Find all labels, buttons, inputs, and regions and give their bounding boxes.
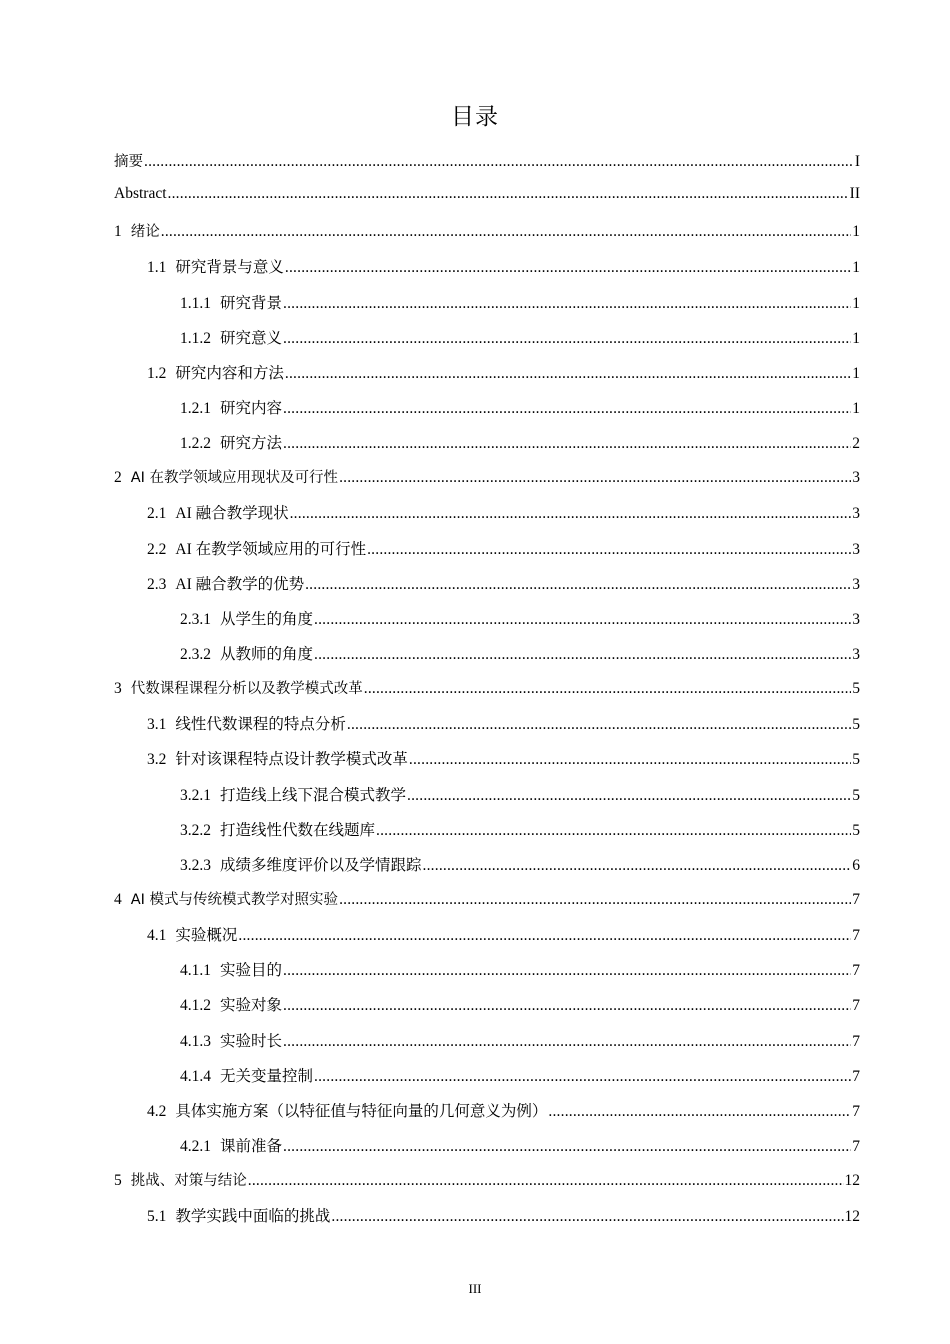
- toc-entry[interactable]: [0, 993, 950, 1028]
- toc-dot-leader: [347, 716, 851, 734]
- toc-dot-leader: [339, 891, 851, 909]
- toc-title: 目录: [451, 104, 499, 130]
- toc-entry-title: 绪论: [130, 224, 160, 241]
- toc-entry-number: 4.1.3: [180, 1032, 211, 1050]
- toc-entry[interactable]: [0, 255, 950, 290]
- toc-entry-title: 无关变量控制: [220, 1067, 314, 1085]
- toc-entry-number: 1.1: [147, 259, 167, 277]
- toc-dot-leader: [364, 680, 852, 698]
- toc-dot-leader: [367, 541, 851, 559]
- toc-entry-title: AI 融合教学的优势: [175, 575, 305, 593]
- toc-entry[interactable]: [0, 1169, 950, 1204]
- toc-dot-leader: [285, 259, 851, 277]
- toc-dot-leader: [409, 751, 851, 769]
- toc-entry-page: 1: [852, 259, 860, 277]
- toc-dot-leader: [285, 365, 851, 383]
- toc-entry[interactable]: [0, 361, 950, 396]
- toc-entry-number: 1.1.1: [180, 294, 211, 312]
- toc-entry[interactable]: [0, 677, 950, 712]
- toc-entry-number: 1.2.1: [180, 399, 211, 417]
- toc-entry[interactable]: [0, 431, 950, 466]
- toc-dot-leader: [305, 576, 851, 594]
- toc-entry-page: I: [854, 153, 860, 170]
- toc-entry-title: 研究背景与意义: [175, 259, 284, 277]
- toc-dot-leader: [144, 153, 854, 171]
- toc-entry-page: 3: [852, 645, 860, 663]
- toc-entry-title: 从学生的角度: [220, 610, 314, 628]
- toc-dot-leader: [339, 469, 851, 487]
- toc-entry-page: 1: [852, 294, 860, 312]
- toc-entry-title: 研究内容和方法: [175, 364, 284, 382]
- toc-entry-number: 1.2: [147, 364, 167, 382]
- toc-entry-title: AI 在教学领域应用的可行性: [175, 540, 367, 558]
- toc-entry[interactable]: [0, 607, 950, 642]
- toc-entry-page: 5: [852, 680, 860, 698]
- toc-entry-page: II: [849, 185, 860, 203]
- toc-entry-number: 3.2.1: [180, 786, 211, 804]
- toc-entry-number: 4.2.1: [180, 1137, 211, 1155]
- toc-entry[interactable]: [0, 185, 950, 220]
- toc-entry-page: 5: [852, 821, 860, 839]
- toc-entry-page: 7: [852, 890, 860, 908]
- toc-dot-leader: [283, 1138, 851, 1156]
- toc-entry-number: 2: [114, 469, 122, 487]
- toc-entry-page: 5: [852, 786, 860, 804]
- toc-entry-page: 6: [852, 856, 860, 874]
- toc-dot-leader: [283, 997, 851, 1015]
- toc-entry-number: 1.1.2: [180, 329, 211, 347]
- toc-entry[interactable]: [0, 818, 950, 853]
- toc-entry-page: 7: [852, 1067, 860, 1085]
- toc-dot-leader: [376, 822, 851, 840]
- toc-entry-number: 4.2: [147, 1102, 167, 1120]
- toc-dot-leader: [314, 611, 851, 629]
- toc-entry-title: 成绩多维度评价以及学情跟踪: [220, 856, 422, 874]
- toc-entry-page: 7: [852, 1137, 860, 1155]
- toc-entry-title: 研究方法: [220, 435, 283, 453]
- toc-entry-page: 5: [852, 716, 860, 734]
- toc-entry-number: 4.1.4: [180, 1067, 211, 1085]
- toc-entry-page: 12: [844, 1208, 860, 1226]
- toc-entry-title: 从教师的角度: [220, 645, 314, 663]
- toc-dot-leader: [283, 295, 851, 313]
- toc-entry-number: 1.2.2: [180, 435, 211, 453]
- toc-entry-number: 2.2: [147, 540, 167, 558]
- toc-entry-page: 2: [852, 435, 860, 453]
- toc-entry[interactable]: [0, 572, 950, 607]
- toc-entry[interactable]: [0, 501, 950, 536]
- toc-entry-number: 4.1: [147, 927, 167, 945]
- toc-entry[interactable]: [0, 958, 950, 993]
- toc-entry[interactable]: [0, 923, 950, 958]
- toc-entry-number: 1: [114, 223, 122, 241]
- toc-entry-title: 实验对象: [220, 997, 283, 1015]
- toc-entry-page: 3: [852, 505, 860, 523]
- toc-entry[interactable]: [0, 537, 950, 572]
- toc-entry[interactable]: [0, 853, 950, 888]
- toc-entry-title: 教学实践中面临的挑战: [175, 1208, 331, 1226]
- toc-entry[interactable]: [0, 783, 950, 818]
- toc-entry-title: AI 在教学领域应用现状及可行性: [130, 470, 339, 487]
- toc-entry-title: 摘要: [114, 154, 143, 170]
- toc-entry-page: 1: [852, 364, 860, 382]
- toc-entry[interactable]: [0, 712, 950, 747]
- toc-dot-leader: [331, 1208, 843, 1226]
- toc-entry[interactable]: [0, 1064, 950, 1099]
- toc-entry-title: 研究意义: [220, 329, 283, 347]
- toc-dot-leader: [283, 400, 851, 418]
- toc-entry[interactable]: [0, 466, 950, 501]
- toc-entry-title: 线性代数课程的特点分析: [175, 716, 346, 734]
- toc-entry[interactable]: [0, 888, 950, 923]
- toc-entry-number: 2.3.1: [180, 610, 211, 628]
- toc-entry[interactable]: [0, 291, 950, 326]
- toc-entry-page: 3: [852, 540, 860, 558]
- toc-entry-page: 1: [852, 329, 860, 347]
- toc-entry-title: 研究内容: [220, 399, 283, 417]
- toc-dot-leader: [290, 505, 852, 523]
- toc-entry-number: 3.1: [147, 716, 167, 734]
- toc-dot-leader: [283, 435, 851, 453]
- toc-entry-number: 3: [114, 680, 122, 698]
- toc-entry[interactable]: [0, 747, 950, 782]
- toc-entry[interactable]: [0, 1099, 950, 1134]
- toc-dot-leader: [248, 1172, 844, 1190]
- toc-entry-page: 7: [852, 962, 860, 980]
- toc-entry-title: 代数课程课程分析以及教学模式改革: [130, 681, 363, 698]
- toc-entry-title: 打造线性代数在线题库: [220, 821, 376, 839]
- toc-entry-title: 实验时长: [220, 1032, 283, 1050]
- toc-dot-leader: [423, 857, 852, 875]
- toc-entry-page: 1: [852, 399, 860, 417]
- toc-entry-page: 1: [852, 223, 860, 241]
- toc-entry-title: 实验概况: [175, 927, 238, 945]
- toc-dot-leader: [238, 927, 851, 945]
- toc-dot-leader: [168, 185, 849, 203]
- toc-entry-number: 3.2: [147, 751, 167, 769]
- toc-entry-page: 7: [852, 997, 860, 1015]
- toc-entry-title: 打造线上线下混合模式教学: [220, 786, 407, 804]
- toc-entry[interactable]: [0, 326, 950, 361]
- toc-entry[interactable]: [0, 220, 950, 255]
- toc-entry-title: 针对该课程特点设计教学模式改革: [175, 751, 408, 769]
- toc-entry-page: 12: [844, 1172, 860, 1190]
- toc-entry[interactable]: [0, 396, 950, 431]
- toc-entry-title: 实验目的: [220, 962, 283, 980]
- toc-dot-leader: [161, 223, 852, 241]
- toc-entry-number: 2.3: [147, 575, 167, 593]
- toc-entry-number: 4: [114, 890, 122, 908]
- toc-entry-title: 课前准备: [220, 1137, 283, 1155]
- toc-entry-page: 7: [852, 1102, 860, 1120]
- toc-dot-leader: [283, 962, 851, 980]
- toc-entry-title: 研究背景: [220, 294, 283, 312]
- toc-entry-title: 挑战、对策与结论: [130, 1173, 247, 1190]
- toc-entry[interactable]: [0, 1029, 950, 1064]
- toc-entry-page: 7: [852, 1032, 860, 1050]
- toc-entry[interactable]: [0, 150, 950, 185]
- toc-entry-number: 2.3.2: [180, 645, 211, 663]
- toc-list: [0, 150, 950, 1239]
- toc-dot-leader: [314, 1068, 851, 1086]
- toc-dot-leader: [548, 1103, 851, 1121]
- toc-entry[interactable]: [0, 642, 950, 677]
- toc-entry-page: 5: [852, 751, 860, 769]
- toc-entry-title: AI 融合教学现状: [175, 505, 289, 523]
- toc-entry-number: 3.2.2: [180, 821, 211, 839]
- toc-dot-leader: [407, 787, 851, 805]
- toc-entry-number: 5.1: [147, 1208, 167, 1226]
- toc-entry-title: AI 模式与传统模式教学对照实验: [130, 891, 339, 908]
- toc-dot-leader: [314, 646, 851, 664]
- toc-entry-number: 3.2.3: [180, 856, 211, 874]
- toc-entry-number: 5: [114, 1172, 122, 1190]
- toc-entry-number: 2.1: [147, 505, 167, 523]
- toc-entry-page: 3: [852, 575, 860, 593]
- toc-entry-page: 3: [852, 469, 860, 487]
- toc-entry-page: 7: [852, 927, 860, 945]
- toc-entry[interactable]: [0, 1134, 950, 1169]
- toc-dot-leader: [283, 1033, 851, 1051]
- toc-entry[interactable]: [0, 1204, 950, 1239]
- toc-entry-number: 4.1.2: [180, 997, 211, 1015]
- toc-entry-page: 3: [852, 610, 860, 628]
- toc-entry-title: Abstract: [114, 185, 167, 203]
- toc-entry-title: 具体实施方案（以特征值与特征向量的几何意义为例）: [175, 1102, 548, 1120]
- toc-entry-number: 4.1.1: [180, 962, 211, 980]
- page-number: III: [468, 1281, 482, 1296]
- toc-dot-leader: [283, 330, 851, 348]
